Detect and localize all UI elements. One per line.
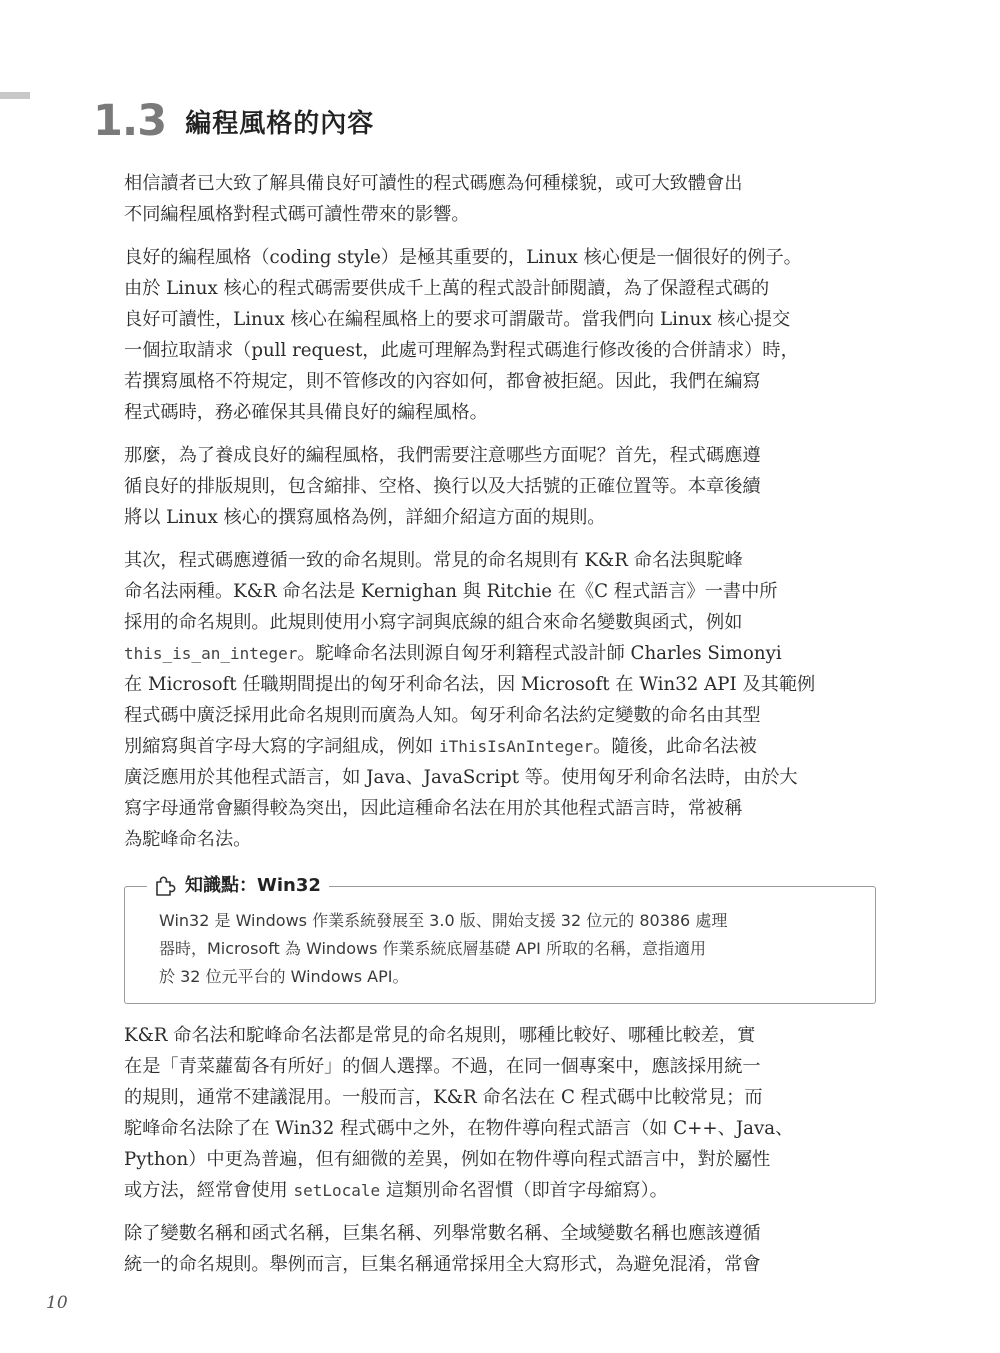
paragraph [124, 242, 878, 428]
text-line: 良好可讀性，Linux 核心在編程風格上的要求可謂嚴苛。當我們向 Linux 核心提交 [124, 309, 791, 330]
text-line: 其次，程式碼應遵循一致的命名規則。常見的命名規則有 K&R 命名法與駝峰 [124, 550, 743, 571]
text-line: 命名法兩種。K&R 命名法是 Kernighan 與 Ritchie 在《C 程式語言》一書中所 [124, 581, 778, 602]
text-line: 除了變數名稱和函式名稱，巨集名稱、列舉常數名稱、全域變數名稱也應該遵循 [124, 1223, 761, 1244]
paragraph [124, 168, 878, 230]
text-line [124, 1175, 878, 1206]
text-line: 良好的編程風格（coding style）是極其重要的，Linux 核心便是一個很好的例子。 [124, 247, 802, 268]
paragraph [124, 1218, 878, 1280]
puzzle-icon [153, 874, 179, 898]
paragraph [124, 545, 878, 855]
text-line: K&R 命名法和駝峰命名法都是常見的命名規則，哪種比較好、哪種比較差，實 [124, 1025, 756, 1046]
text-line: 寫字母通常會顯得較為突出，因此這種命名法在用於其他程式語言時，常被稱 [124, 798, 743, 819]
note-line: 於 32 位元平台的 Windows API。 [159, 967, 409, 986]
section-title: 編程風格的內容 [185, 108, 375, 139]
text-fragment: 這類別命名習慣（即首字母縮寫）。 [380, 1180, 668, 1201]
knowledge-note-box [124, 875, 876, 1004]
body-text-upper [124, 168, 878, 867]
note-text [159, 907, 859, 991]
text-line: 在 Microsoft 任職期間提出的匈牙利命名法，因 Microsoft 在 Win32 API 及其範例 [124, 674, 816, 695]
text-fragment: 。駝峰命名法則源自匈牙利籍程式設計師 Charles Simonyi [297, 643, 782, 664]
paragraph [124, 1020, 878, 1206]
inline-code: setLocale [293, 1181, 381, 1200]
text-line: 循良好的排版規則，包含縮排、空格、換行以及大括號的正確位置等。本章後續 [124, 476, 761, 497]
text-line [124, 638, 878, 669]
note-label [147, 871, 329, 901]
text-line: 那麼，為了養成良好的編程風格，我們需要注意哪些方面呢？首先，程式碼應遵 [124, 445, 761, 466]
text-line: Python）中更為普遍，但有細微的差異，例如在物件導向程式語言中，對於屬性 [124, 1149, 771, 1170]
text-line: 一個拉取請求（pull request，此處可理解為對程式碼進行修改後的合併請求）時， [124, 340, 799, 361]
text-line: 統一的命名規則。舉例而言，巨集名稱通常採用全大寫形式，為避免混淆，常會 [124, 1254, 761, 1275]
text-line: 程式碼中廣泛採用此命名規則而廣為人知。匈牙利命名法約定變數的命名由其型 [124, 705, 761, 726]
text-line: 為駝峰命名法。 [124, 829, 252, 850]
section-marker-bar [0, 92, 30, 99]
text-fragment: 別縮寫與首字母大寫的字詞組成，例如 [124, 736, 439, 757]
note-line: Win32 是 Windows 作業系統發展至 3.0 版、開始支援 32 位元的 80386 處理 [159, 911, 728, 930]
section-number: 1.3 [93, 96, 167, 146]
body-text-lower [124, 1020, 878, 1292]
text-line: 駝峰命名法除了在 Win32 程式碼中之外，在物件導向程式語言（如 C++、Java、 [124, 1118, 794, 1139]
text-fragment: 或方法，經常會使用 [124, 1180, 294, 1201]
text-line: 將以 Linux 核心的撰寫風格為例，詳細介紹這方面的規則。 [124, 507, 606, 528]
inline-code: iThisIsAnInteger [438, 737, 594, 756]
text-line: 程式碼時，務必確保其具備良好的編程風格。 [124, 402, 488, 423]
page-number: 10 [46, 1293, 68, 1313]
note-line: 器時，Microsoft 為 Windows 作業系統底層基礎 API 所取的名稱，意指適用 [159, 939, 706, 958]
text-line [124, 731, 878, 762]
text-line: 採用的命名規則。此規則使用小寫字詞與底線的組合來命名變數與函式，例如 [124, 612, 743, 633]
text-line: 在是「青菜蘿蔔各有所好」的個人選擇。不過，在同一個專案中，應該採用統一 [124, 1056, 761, 1077]
paragraph [124, 440, 878, 533]
text-fragment: 。隨後，此命名法被 [593, 736, 757, 757]
text-line: 相信讀者已大致了解具備良好可讀性的程式碼應為何種樣貌，或可大致體會出 [124, 173, 743, 194]
text-line: 由於 Linux 核心的程式碼需要供成千上萬的程式設計師閱讀，為了保證程式碼的 [124, 278, 770, 299]
section-heading [93, 96, 374, 146]
text-line: 的規則，通常不建議混用。一般而言，K&R 命名法在 C 程式碼中比較常見；而 [124, 1087, 763, 1108]
inline-code: this_is_an_integer [124, 644, 298, 663]
text-line: 廣泛應用於其他程式語言，如 Java、JavaScript 等。使用匈牙利命名法時，由於大 [124, 767, 798, 788]
note-label-text: 知識點：Win32 [185, 875, 321, 896]
text-line: 若撰寫風格不符規定，則不管修改的內容如何，都會被拒絕。因此，我們在編寫 [124, 371, 761, 392]
text-line: 不同編程風格對程式碼可讀性帶來的影響。 [124, 204, 470, 225]
